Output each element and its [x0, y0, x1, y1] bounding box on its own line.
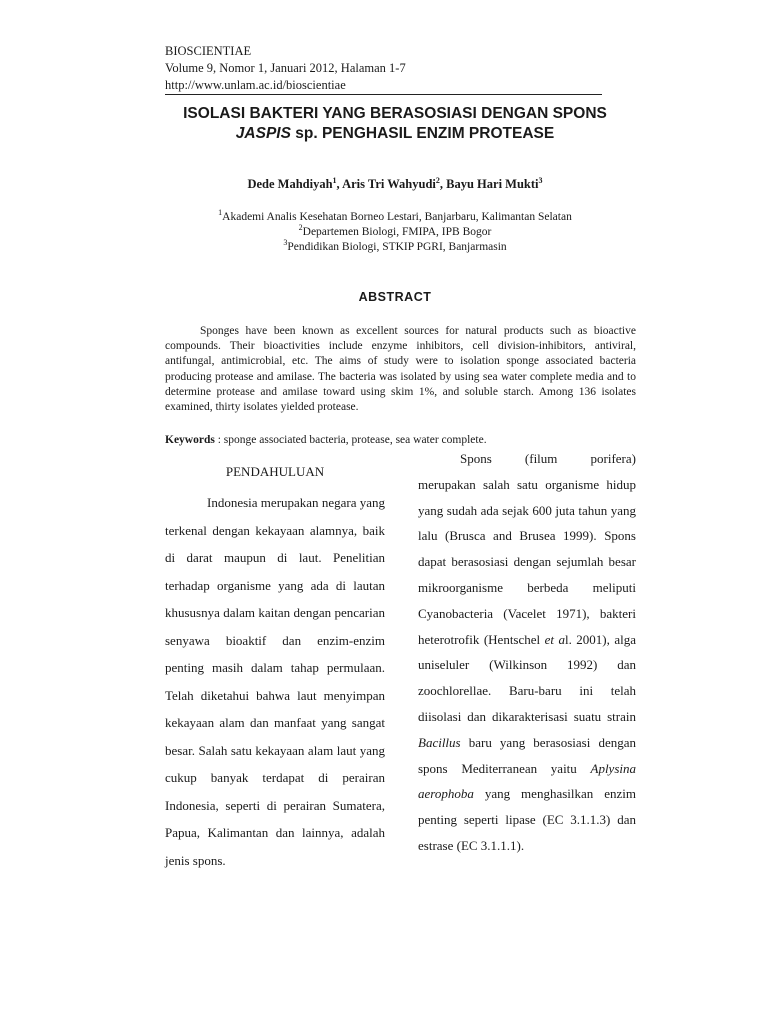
affiliation-item — [150, 225, 640, 240]
keywords-label: Keywords — [165, 434, 215, 446]
affiliation-item — [150, 210, 640, 225]
author-list — [150, 177, 640, 192]
title-genus: JASPIS — [235, 125, 291, 142]
affil-mark: 3 — [283, 238, 288, 248]
abstract-text: Sponges have been known as excellent sources for natural products such as bioactive compounds. Their bioactivities include enzyme inhibitors, cell division-inhibitors, antiviral, antifungal, antimicrobial, etc. The aims of study were to isolation sponge associated bacteria producing protease and amilase. The bacteria was isolated by using sea water complete media and to determine protease and amilase toward using skim 1%, and soluble starch. Among 136 isolates examined, thirty isolates yielded protease. — [165, 325, 636, 414]
title-line-1: ISOLASI BAKTERI YANG BERASOSIASI DENGAN SPONS — [183, 105, 607, 122]
author-separator: , — [439, 177, 447, 191]
author-separator: , — [336, 177, 343, 191]
author-name: Bayu Hari Mukti — [446, 177, 539, 191]
intro-paragraph-left: Indonesia merupakan negara yang terkenal dengan kekayaan alamnya, baik di darat maupun di laut. Penelitian terhadap organisme yang ada di lautan khususnya dalam kaitan dengan pencarian senyawa bioaktif dan enzim-enzim penting masih dalam tahap permulaan. Telah diketahui bahwa laut menyimpan kekayaan alam dan manfaat yang sangat besar. Salah satu kekayaan alam laut yang cukup banyak terdapat di perairan Indonesia, seperti di perairan Sumatera, Papua, Kalimantan dan lainnya, adalah jenis spons. — [165, 495, 385, 868]
italic-et-al: et a — [544, 631, 565, 647]
title-line-2 — [150, 124, 640, 144]
journal-issue: Volume 9, Nomor 1, Januari 2012, Halaman 1-7 — [165, 61, 406, 75]
abstract-heading: ABSTRACT — [358, 290, 432, 304]
keywords-text: : sponge associated bacteria, protease, sea water complete. — [214, 434, 487, 446]
paper-title — [150, 104, 640, 144]
affiliation-list — [150, 210, 640, 255]
keywords — [165, 434, 645, 446]
left-column — [165, 464, 385, 874]
text-run: Spons (filum porifera) merupakan salah satu organisme hidup yang sudah ada sejak 600 juta tahun yang lalu (Brusca and Brusea 1999). Spons dapat berasosiasi dengan sejumlah besar mikroorganisme berbeda meliputi Cyanobacteria (Vacelet 1971), bakteri heterotrofik (Hentschel — [418, 451, 636, 647]
journal-name: BIOSCIENTIAE — [165, 44, 252, 58]
italic-species: Aplysina aerophoba — [418, 760, 636, 802]
affil-mark: 2 — [298, 223, 303, 233]
journal-header — [165, 43, 406, 94]
author-affil-mark: 2 — [435, 175, 440, 185]
journal-url[interactable]: http://www.unlam.ac.id/bioscientiae — [165, 78, 346, 92]
header-rule — [165, 94, 602, 95]
text-run: l. 2001), alga uniseluler (Wilkinson 1992) dan zoochlorellae. Baru-baru ini telah diisolasi dan dikarakterisasi suatu strain — [418, 631, 636, 724]
author-name: Aris Tri Wahyudi — [342, 177, 436, 191]
section-heading: PENDAHULUAN — [225, 464, 325, 479]
affil-mark: 1 — [218, 208, 223, 218]
author-affil-mark: 3 — [538, 175, 543, 185]
text-run: baru yang berasosiasi dengan spons Mediterranean yaitu — [418, 734, 636, 776]
author-affil-mark: 1 — [332, 175, 337, 185]
intro-paragraph-right — [418, 446, 636, 859]
right-column — [418, 446, 636, 859]
author-name: Dede Mahdiyah — [247, 177, 333, 191]
affiliation-item — [150, 240, 640, 255]
italic-bacillus: Bacillus — [418, 734, 461, 750]
text-run: yang menghasilkan enzim penting seperti lipase (EC 3.1.1.3) dan estrase (EC 3.1.1.1). — [418, 786, 636, 853]
affil-text: Departemen Biologi, FMIPA, IPB Bogor — [302, 226, 492, 238]
affil-text: Pendidikan Biologi, STKIP PGRI, Banjarmasin — [287, 241, 507, 253]
title-line-2-rest: sp. PENGHASIL ENZIM PROTEASE — [290, 125, 555, 142]
affil-text: Akademi Analis Kesehatan Borneo Lestari, Banjarbaru, Kalimantan Selatan — [222, 211, 572, 223]
